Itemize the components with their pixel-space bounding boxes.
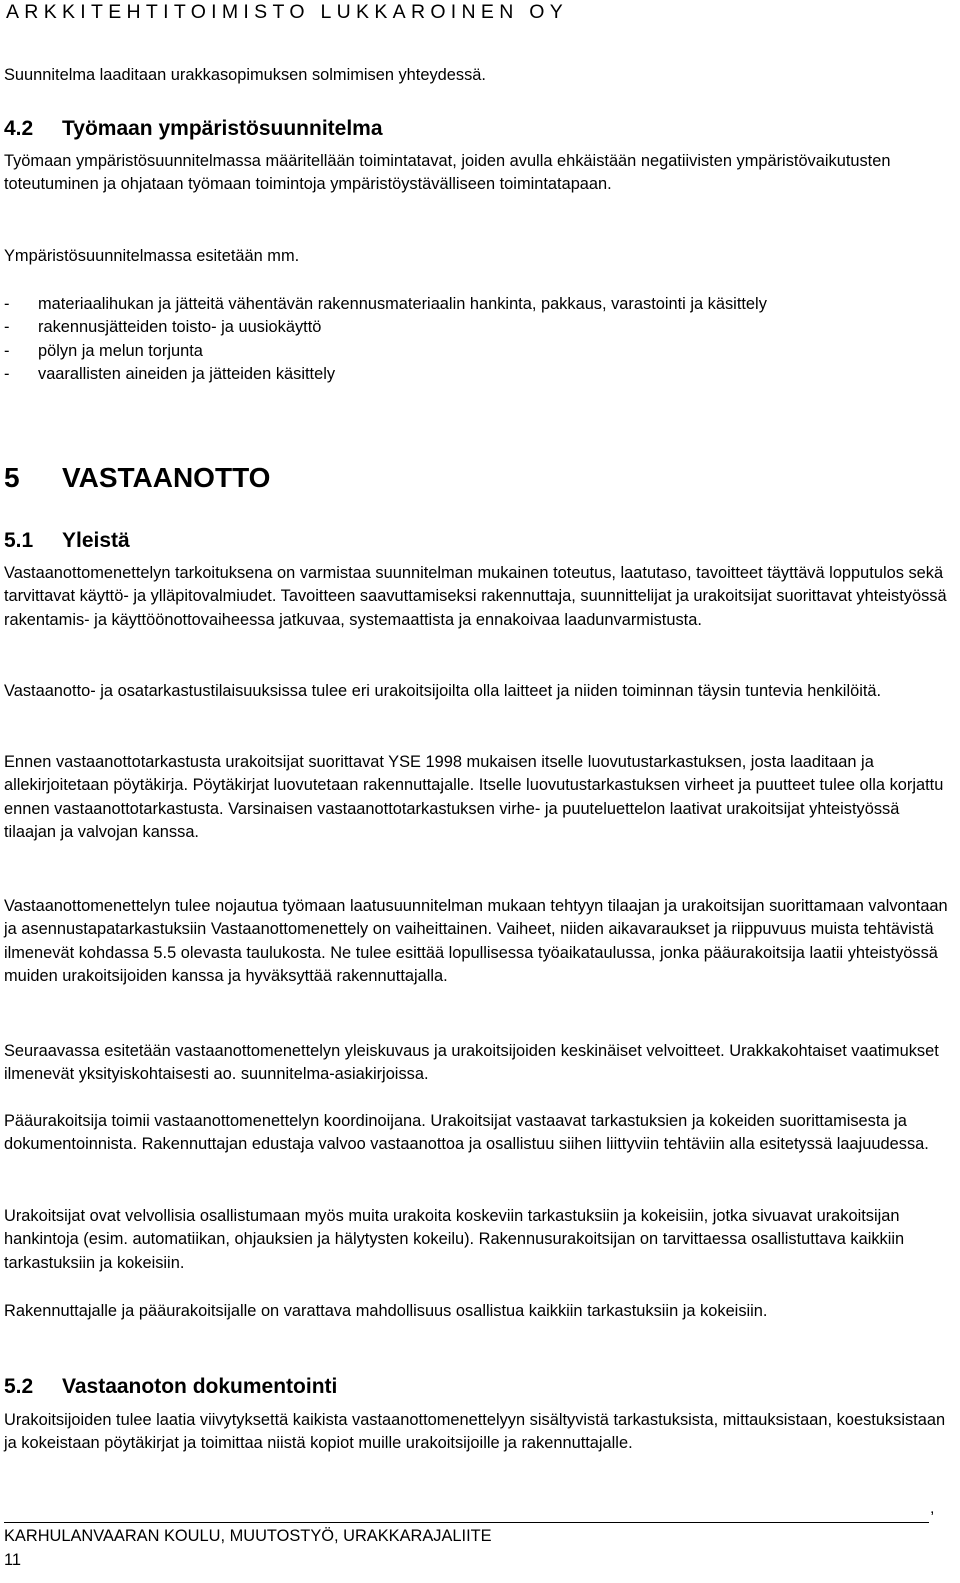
paragraph: Vastaanotto- ja osatarkastustilaisuuksissa tulee eri urakoitsijoilta olla laitteet ja niiden toiminnan täysin tuntevia henkilöitä.: [4, 682, 882, 700]
footer-divider: [4, 1522, 929, 1523]
section-title: Yleistä: [62, 529, 130, 552]
section-5-2-heading: [4, 1374, 337, 1400]
bullet-list: [4, 293, 952, 387]
footer-comma: ,: [930, 1500, 935, 1517]
section-5-heading: [4, 462, 270, 494]
section-title: Vastaanoton dokumentointi: [62, 1375, 338, 1398]
paragraph: Seuraavassa esitetään vastaanottomenettelyn yleiskuvaus ja urakoitsijoiden keskinäiset velvoitteet. Urakkakohtaiset vaatimukset ilmenevät yksityiskohtaisesti ao. suunnitelma-asiakirjoissa.: [4, 1042, 939, 1084]
section-title: Työmaan ympäristösuunnitelma: [62, 117, 383, 140]
section-number: 5: [4, 462, 20, 493]
section-4-2-heading: [4, 116, 383, 142]
paragraph: Urakoitsijoiden tulee laatia viivytyksettä kaikista vastaanottomenettelyyn sisältyvistä tarkastuksista, mittauksistaan, koestuksistaan ja kokeistaan pöytäkirjat ja toimittaa niistä kopiot muille urakoitsijoille ja rakennuttajalle.: [4, 1411, 946, 1453]
list-item: - materiaalihukan ja jätteitä vähentävän rakennusmateriaalin hankinta, pakkaus, varastointi ja käsittely: [4, 293, 952, 316]
paragraph: Ennen vastaanottotarkastusta urakoitsijat suorittavat YSE 1998 mukaisen itselle luovutustarkastuksen, josta laaditaan ja allekirjoitetaan pöytäkirja. Pöytäkirjat luovutetaan rakennuttajalle. Itselle luovutustarkastuksen virheet ja puutteet tulee olla korjattu ennen vastaanottotarkastusta. Varsinaisen vastaanottotarkastuksen virhe- ja puuteluettelon laativat urakoitsijat yhteistyössä tilaajan ja valvojan kanssa.: [4, 753, 944, 842]
section-title: VASTAANOTTO: [62, 462, 271, 493]
section-number: 5.2: [4, 1375, 34, 1398]
dash-marker: -: [4, 318, 10, 337]
page-number: 11: [4, 1551, 22, 1569]
paragraph: Rakennuttajalle ja pääurakoitsijalle on varattava mahdollisuus osallistua kaikkiin tarkastuksiin ja kokeisiin.: [4, 1302, 768, 1320]
list-item: - pölyn ja melun torjunta: [4, 340, 952, 363]
paragraph: Vastaanottomenettelyn tulee nojautua työmaan laatusuunnitelman mukaan tehtyyn tilaajan ja urakoitsijan suorittamaan valvontaan ja asennustapatarkastuksiin Vastaanottomenettely on vaiheittainen. Vaiheet, niiden aikavaraukset ja riippuvuus muista tehtävistä ilmenevät kohdassa 5.5 olevasta taulukosta. Ne tulee esittää lopullisessa työaikataulussa, jonka pääurakoitsija laatii yhteistyössä muiden urakoitsijoiden kanssa ja hyväksyttää rakennuttajalla.: [4, 897, 948, 986]
list-item: - rakennusjätteiden toisto- ja uusiokäyttö: [4, 316, 952, 339]
section-5-1-heading: [4, 528, 130, 554]
paragraph: Vastaanottomenettelyn tarkoituksena on varmistaa suunnitelman mukainen toteutus, laatutaso, tavoitteet täyttävä lopputulos sekä tarvittavat käyttö- ja ylläpitovalmiudet. Tavoitteen saavuttamiseksi rakennuttaja, suunnittelijat ja urakoitsijat suorittavat yhteistyössä rakentamis- ja käyttöönottovaiheessa jatkuvaa, systemaattista ja ennakoivaa laadunvarmistusta.: [4, 564, 947, 629]
footer-title: KARHULANVAARAN KOULU, MUUTOSTYÖ, URAKKARAJALIITE: [4, 1527, 492, 1545]
dash-marker: -: [4, 295, 10, 313]
dash-marker: -: [4, 365, 10, 384]
intro-paragraph: Suunnitelma laaditaan urakkasopimuksen solmimisen yhteydessä.: [4, 66, 486, 84]
section-number: 5.1: [4, 529, 34, 552]
paragraph: Työmaan ympäristösuunnitelmassa määritellään toimintatavat, joiden avulla ehkäistään negatiivisten ympäristövaikutusten toteutuminen ja ohjataan työmaan toimintoja ympäristöystävälliseen toimintatapaan.: [4, 152, 891, 194]
paragraph: Ympäristösuunnitelmassa esitetään mm.: [4, 247, 300, 265]
section-number: 4.2: [4, 117, 34, 140]
paragraph: Pääurakoitsija toimii vastaanottomenettelyn koordinoijana. Urakoitsijat vastaavat tarkastuksien ja kokeiden suorittamisesta ja dokumentoinnista. Rakennuttajan edustaja valvoo vastaanottoa ja osallistuu siihen liittyviin tehtäviin alla esitetyssä laajuudessa.: [4, 1112, 929, 1154]
company-header: ARKKITEHTITOIMISTO LUKKAROINEN OY: [6, 1, 569, 23]
list-item: - vaarallisten aineiden ja jätteiden käsittely: [4, 363, 952, 386]
dash-marker: -: [4, 341, 10, 360]
paragraph: Urakoitsijat ovat velvollisia osallistumaan myös muita urakoita koskeviin tarkastuksiin ja kokeisiin, jotka sivuavat urakoitsijan hankintoja (esim. automatiikan, ohjauksien ja hälytysten kokeilu). Rakennusurakoitsijan on tarvittaessa osallistuttava kaikkiin tarkastuksiin ja kokeisiin.: [4, 1207, 905, 1272]
